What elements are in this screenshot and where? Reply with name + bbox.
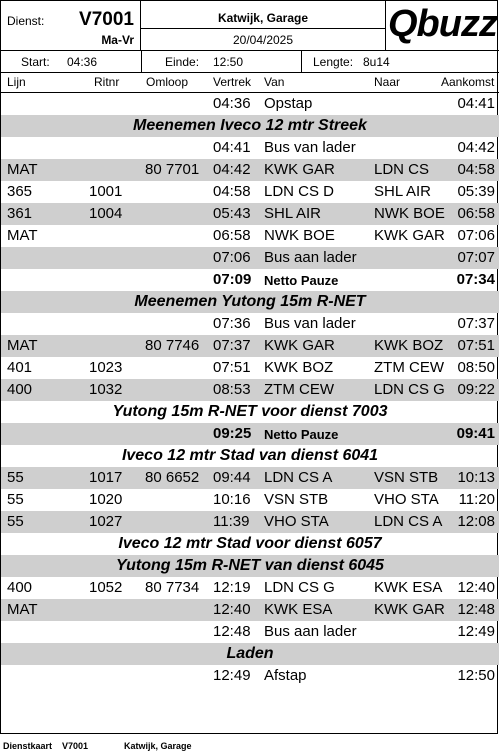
- cell-ritnr: 1017: [89, 469, 123, 486]
- cell-aankomst: 04:58: [457, 161, 495, 178]
- cell-vertrek: 06:58: [213, 227, 251, 244]
- cell-van: Bus van lader: [264, 139, 356, 156]
- divider: [141, 28, 385, 29]
- section-banner: Iveco 12 mtr Stad van dienst 6041: [121, 447, 379, 464]
- cell-van: Bus van lader: [264, 315, 356, 332]
- cell-ritnr: 1027: [89, 513, 123, 530]
- section-banner: Meenemen Iveco 12 mtr Streek: [1, 115, 499, 137]
- cell-lijn: 361: [7, 205, 33, 222]
- cell-vertrek: 12:19: [213, 579, 251, 596]
- cell-omloop: 80 7701: [145, 161, 200, 178]
- cell-lijn: MAT: [7, 227, 38, 244]
- cell-naar: LDN CS A: [374, 513, 443, 530]
- table-row: [1, 247, 499, 269]
- pause-label: Netto Pauze: [264, 273, 339, 288]
- cell-van: Bus aan lader: [264, 623, 357, 640]
- table-row: [1, 313, 499, 335]
- cell-naar: LDN CS: [374, 161, 430, 178]
- cell-naar: VHO STA: [374, 491, 439, 508]
- cell-lijn: 55: [7, 513, 24, 530]
- cell-aankomst: 07:07: [457, 249, 495, 266]
- table-row: [1, 665, 499, 687]
- pause-end: 09:41: [456, 425, 495, 442]
- cell-omloop: 80 6652: [145, 469, 200, 486]
- col-ritnr: Ritnr: [94, 75, 120, 89]
- cell-van: NWK BOE: [264, 227, 335, 244]
- section-banner: Yutong 15m R-NET van dienst 6045: [1, 555, 499, 577]
- cell-aankomst: 06:58: [457, 205, 495, 222]
- cell-naar: KWK BOZ: [374, 337, 444, 354]
- cell-naar: KWK GAR: [374, 601, 445, 618]
- cell-ritnr: 1020: [89, 491, 123, 508]
- cell-van: LDN CS A: [264, 469, 333, 486]
- cell-aankomst: 09:22: [457, 381, 495, 398]
- section-banner: Laden: [1, 643, 499, 665]
- location: Katwijk, Garage: [217, 11, 309, 25]
- cell-vertrek: 07:51: [213, 359, 251, 376]
- cell-vertrek: 04:41: [213, 139, 251, 156]
- cell-ritnr: 1023: [89, 359, 123, 376]
- end-label: Einde:: [165, 55, 200, 69]
- table-row: [1, 379, 499, 401]
- cell-omloop: 80 7734: [145, 579, 200, 596]
- logo-cell: [386, 1, 499, 50]
- cell-vertrek: 11:39: [213, 513, 250, 530]
- pause-end: 07:34: [456, 271, 495, 288]
- cell-van: VHO STA: [264, 513, 329, 530]
- cell-ritnr: 1032: [89, 381, 123, 398]
- cell-van: SHL AIR: [264, 205, 321, 222]
- times-bar: [1, 51, 499, 73]
- table-row: [1, 203, 499, 225]
- cell-naar: ZTM CEW: [374, 359, 444, 376]
- cell-van: KWK GAR: [264, 161, 335, 178]
- table-row: [1, 599, 499, 621]
- cell-vertrek: 09:44: [213, 469, 251, 486]
- cell-vertrek: 10:16: [213, 491, 251, 508]
- col-lijn: Lijn: [7, 75, 26, 89]
- cell-van: Opstap: [264, 95, 313, 112]
- qbuzz-logo: Qbuzz: [388, 3, 497, 45]
- cell-vertrek: 12:48: [213, 623, 251, 640]
- cell-naar: SHL AIR: [374, 183, 431, 200]
- cell-van: KWK BOZ: [264, 359, 334, 376]
- cell-aankomst: 07:06: [457, 227, 495, 244]
- cell-aankomst: 05:39: [457, 183, 495, 200]
- cell-vertrek: 04:58: [213, 183, 251, 200]
- end-value: 12:50: [213, 55, 244, 69]
- cell-van: LDN CS G: [264, 579, 335, 596]
- pause-label: Netto Pauze: [264, 427, 339, 442]
- cell-vertrek: 07:06: [213, 249, 251, 266]
- divider: [141, 51, 142, 72]
- cell-aankomst: 07:51: [457, 337, 495, 354]
- col-naar: Naar: [374, 75, 401, 89]
- cell-vertrek: 04:42: [213, 161, 251, 178]
- cell-vertrek: 08:53: [213, 381, 251, 398]
- cell-van: ZTM CEW: [264, 381, 334, 398]
- col-vertrek: Vertrek: [213, 75, 252, 89]
- cell-naar: NWK BOE: [374, 205, 445, 222]
- divider: [301, 51, 302, 72]
- length-value: 8u14: [363, 55, 390, 69]
- cell-lijn: 401: [7, 359, 33, 376]
- schedule-rows: [1, 93, 499, 687]
- cell-aankomst: 04:41: [457, 95, 495, 112]
- cell-ritnr: 1001: [89, 183, 123, 200]
- length-label: Lengte:: [313, 55, 354, 69]
- dienst-days: Ma-Vr: [101, 33, 134, 47]
- footer-label: Dienstkaart: [3, 741, 53, 751]
- cell-aankomst: 11:20: [458, 491, 495, 508]
- footer-dienst: V7001: [62, 741, 89, 751]
- cell-van: KWK GAR: [264, 337, 335, 354]
- cell-aankomst: 12:49: [457, 623, 495, 640]
- pause-start: 09:25: [213, 425, 252, 442]
- table-row: [1, 137, 499, 159]
- dienst-label: Dienst:: [7, 14, 45, 28]
- table-row: [1, 93, 499, 115]
- cell-lijn: 365: [7, 183, 33, 200]
- cell-lijn: 400: [7, 579, 33, 596]
- cell-ritnr: 1052: [89, 579, 123, 596]
- col-omloop: Omloop: [146, 75, 189, 89]
- col-aankomst: Aankomst: [441, 75, 495, 89]
- cell-vertrek: 07:36: [213, 315, 251, 332]
- cell-aankomst: 10:13: [457, 469, 495, 486]
- table-row: [1, 335, 499, 357]
- pause-start: 07:09: [213, 271, 252, 288]
- cell-naar: KWK GAR: [374, 227, 445, 244]
- cell-vertrek: 07:37: [213, 337, 251, 354]
- cell-vertrek: 12:40: [213, 601, 251, 618]
- cell-naar: LDN CS G: [374, 381, 445, 398]
- cell-vertrek: 05:43: [213, 205, 251, 222]
- cell-vertrek: 12:49: [213, 667, 251, 684]
- table-row: [1, 621, 499, 643]
- table-row: [1, 511, 499, 533]
- cell-van: KWK ESA: [264, 601, 333, 618]
- table-row: [1, 489, 499, 511]
- cell-vertrek: 04:36: [213, 95, 251, 112]
- header: [1, 1, 499, 51]
- cell-naar: VSN STB: [374, 469, 439, 486]
- table-row: [1, 577, 499, 599]
- table-row: [1, 225, 499, 247]
- cell-lijn: MAT: [7, 161, 38, 178]
- table-row: [1, 159, 499, 181]
- cell-van: Bus aan lader: [264, 249, 357, 266]
- footer-location: Katwijk, Garage: [124, 741, 192, 751]
- column-headers: [1, 73, 499, 93]
- cell-ritnr: 1004: [89, 205, 123, 222]
- cell-aankomst: 12:48: [457, 601, 495, 618]
- cell-aankomst: 12:08: [457, 513, 495, 530]
- col-van: Van: [264, 75, 285, 89]
- dienst-cell: [1, 1, 141, 50]
- cell-aankomst: 07:37: [457, 315, 495, 332]
- table-row: [1, 357, 499, 379]
- cell-omloop: 80 7746: [145, 337, 200, 354]
- cell-lijn: MAT: [7, 337, 38, 354]
- cell-lijn: 400: [7, 381, 33, 398]
- section-banner: Yutong 15m R-NET voor dienst 7003: [112, 403, 388, 420]
- pause-row: [1, 423, 499, 445]
- cell-aankomst: 04:42: [457, 139, 495, 156]
- cell-van: Afstap: [264, 667, 307, 684]
- pause-row: [1, 269, 499, 291]
- start-value: 04:36: [67, 55, 98, 69]
- cell-aankomst: 12:50: [457, 667, 495, 684]
- dienst-number: V7001: [79, 9, 134, 30]
- start-label: Start:: [21, 55, 50, 69]
- cell-aankomst: 12:40: [457, 579, 495, 596]
- section-banner: Meenemen Yutong 15m R-NET: [1, 291, 499, 313]
- cell-van: VSN STB: [264, 491, 329, 508]
- location-cell: [141, 1, 386, 50]
- cell-lijn: 55: [7, 491, 24, 508]
- cell-naar: KWK ESA: [374, 579, 443, 596]
- section-banner: Iveco 12 mtr Stad voor dienst 6057: [118, 535, 382, 552]
- date: 20/04/2025: [232, 33, 294, 47]
- cell-lijn: MAT: [7, 601, 38, 618]
- cell-aankomst: 08:50: [457, 359, 495, 376]
- cell-van: LDN CS D: [264, 183, 335, 200]
- table-row: [1, 467, 499, 489]
- table-row: [1, 181, 499, 203]
- cell-lijn: 55: [7, 469, 24, 486]
